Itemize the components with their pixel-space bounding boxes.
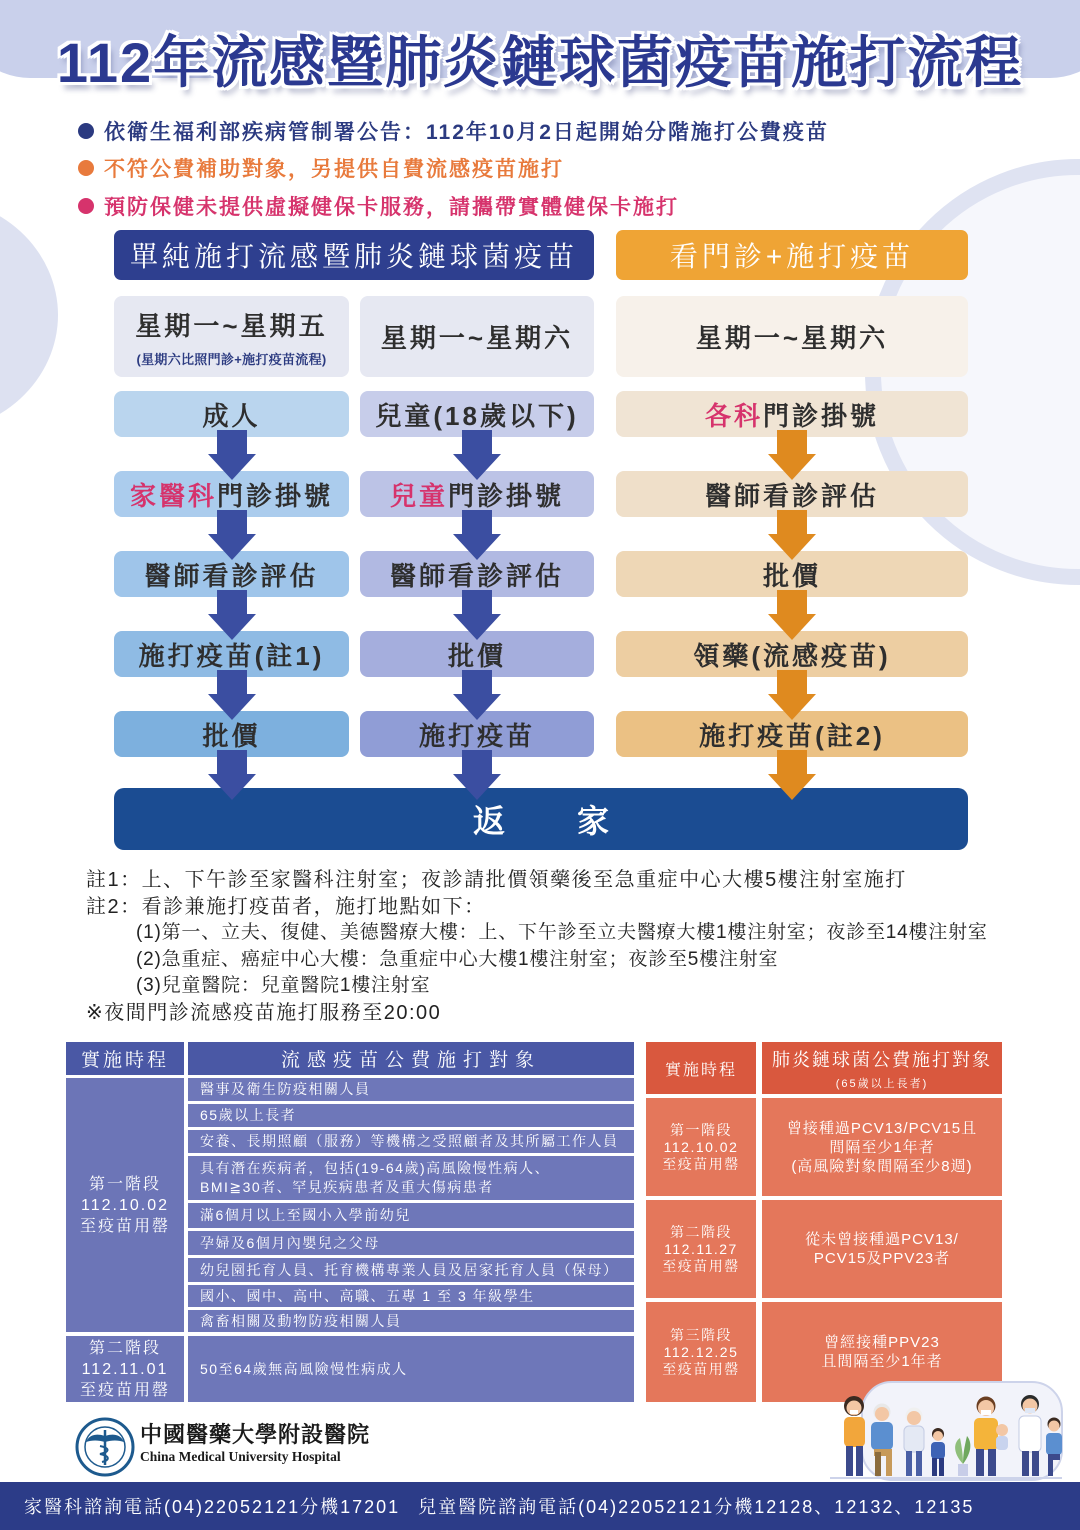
flow-step-doctor-assessment xyxy=(360,551,594,597)
flow-step-vaccinate xyxy=(360,711,594,757)
phase-until: 至疫苗用罄 xyxy=(662,1360,740,1377)
step-label: 施打疫苗(註1) xyxy=(138,640,325,671)
days-note: (星期六比照門診+施打疫苗流程) xyxy=(136,351,327,367)
pneumo-phase-2 xyxy=(646,1200,756,1298)
phase-date: 112.11.01 xyxy=(81,1360,169,1378)
bullet-self-paid xyxy=(78,154,564,182)
flu-target-row: 50至64歲無高風險慢性病成人 xyxy=(188,1336,634,1402)
arrow-down-icon xyxy=(768,590,816,640)
step-label: 批價 xyxy=(202,720,261,751)
step-label: 施打疫苗 xyxy=(418,720,535,751)
step-label: 批價 xyxy=(762,560,821,591)
flow-step-child-registration xyxy=(360,471,594,517)
arrow-down-icon xyxy=(453,510,501,560)
pneumo-target: 曾經接種PPV23 且間隔至少1年者 xyxy=(762,1302,1002,1402)
vaccination-crowd-illustration xyxy=(822,1372,1066,1482)
step-label: 成人 xyxy=(202,400,261,431)
phase-until: 至疫苗用罄 xyxy=(79,1217,170,1235)
arrow-down-icon xyxy=(768,430,816,480)
step-highlight: 兒童 xyxy=(389,480,448,511)
days-label: 星期一~星期六 xyxy=(380,323,574,353)
flow-step-doctor-assessment xyxy=(114,551,349,597)
arrow-down-icon xyxy=(208,510,256,560)
days-adult xyxy=(114,296,349,377)
pneumo-target: 從未曾接種過PCV13/ PCV15及PPV23者 xyxy=(762,1200,1002,1298)
flow-step-payment xyxy=(114,711,349,757)
arrow-down-icon xyxy=(453,590,501,640)
step-label: 醫師看診評估 xyxy=(704,480,879,511)
step-label: 醫師看診評估 xyxy=(389,560,564,591)
flow-step-vaccinate xyxy=(114,631,349,677)
arrow-down-icon xyxy=(208,670,256,720)
phase-label: 第一階段 xyxy=(670,1121,732,1138)
flow-step-vaccinate xyxy=(616,711,968,757)
days-label: 星期一~星期六 xyxy=(695,323,889,353)
pneumo-target: 曾接種過PCV13/PCV15且 間隔至少1年者 (高風險對象間隔至少8週) xyxy=(762,1098,1002,1196)
page-title: 112年流感暨肺炎鏈球菌疫苗施打流程 xyxy=(56,31,1024,94)
pneumo-header-note: (65歲以上長者) xyxy=(835,1077,929,1090)
phase-until: 至疫苗用罄 xyxy=(79,1381,170,1399)
arrow-down-icon xyxy=(453,750,501,800)
flu-target-row: 安養、長期照顧（服務）等機構之受照顧者及其所屬工作人員 xyxy=(188,1130,634,1153)
return-home-label: 返 家 xyxy=(472,803,629,839)
bullet-text: 預防保健未提供虛擬健保卡服務，請攜帶實體健保卡施打 xyxy=(104,196,679,219)
phase-date: 112.11.27 xyxy=(664,1240,738,1257)
phase-date: 112.10.02 xyxy=(81,1196,169,1214)
phase-until: 至疫苗用罄 xyxy=(662,1155,740,1172)
phase-date: 112.10.02 xyxy=(663,1138,739,1155)
flu-target-row: 國小、國中、高中、高職、五專 1 至 3 年級學生 xyxy=(188,1285,634,1307)
arrow-down-icon xyxy=(768,670,816,720)
note-2-location-3: (3)兒童醫院：兒童醫院1樓注射室 xyxy=(136,975,431,996)
hospital-name-zh: 中國醫藥大學附設醫院 xyxy=(140,1422,371,1447)
step-label: 批價 xyxy=(447,640,506,671)
children-hospital-phone: 兒童醫院諮詢電話(04)22052121分機12128、12132、12135 xyxy=(418,1497,975,1517)
arrow-down-icon xyxy=(208,750,256,800)
step-label: 兒童(18歲以下) xyxy=(375,400,579,431)
step-label: 領藥(流感疫苗) xyxy=(693,640,891,671)
family-medicine-phone: 家醫科諮詢電話(04)22052121分機17201 xyxy=(24,1497,401,1517)
clinic-vaccination-header: 看門診+施打疫苗 xyxy=(616,230,968,280)
notes xyxy=(86,867,988,1026)
bullet-announcement xyxy=(78,117,829,145)
arrow-down-icon xyxy=(453,430,501,480)
step-label: 門診掛號 xyxy=(763,400,880,431)
phase-label: 第二階段 xyxy=(670,1223,732,1240)
flow-step-payment xyxy=(360,631,594,677)
arrow-down-icon xyxy=(768,510,816,560)
flow-step-adult xyxy=(114,391,349,437)
person-woman-icon xyxy=(844,1396,865,1476)
bullet-dot-blue xyxy=(78,123,94,139)
flow-step-pharmacy xyxy=(616,631,968,677)
pneumo-phase-1 xyxy=(646,1098,756,1196)
flu-target-row: 滿6個月以上至國小入學前幼兒 xyxy=(188,1203,634,1228)
flow-step-any-registration xyxy=(616,391,968,437)
arrow-down-icon xyxy=(453,670,501,720)
arrow-down-icon xyxy=(768,750,816,800)
phase-until: 至疫苗用罄 xyxy=(662,1257,740,1274)
pneumo-header-schedule: 實施時程 xyxy=(646,1042,756,1094)
flow-step-child xyxy=(360,391,594,437)
hospital-emblem-icon xyxy=(74,1416,136,1478)
days-child xyxy=(360,296,594,377)
flu-phase-1 xyxy=(66,1078,184,1332)
arrow-down-icon xyxy=(208,430,256,480)
bullet-dot-orange xyxy=(78,160,94,176)
bullet-dot-pink xyxy=(78,198,94,214)
flu-target-row: 孕婦及6個月內嬰兒之父母 xyxy=(188,1231,634,1255)
step-label: 門診掛號 xyxy=(217,480,334,511)
phase-date: 112.12.25 xyxy=(663,1343,739,1360)
step-label: 醫師看診評估 xyxy=(144,560,319,591)
flu-header-target: 流感疫苗公費施打對象 xyxy=(188,1042,634,1075)
flu-target-row: 具有潛在疾病者，包括(19-64歲)高風險慢性病人、 BMI≧30者、罕見疾病患者及重大傷病患者 xyxy=(188,1156,634,1200)
left-blob xyxy=(0,197,58,433)
pneumo-header-title: 肺炎鏈球菌公費施打對象 xyxy=(772,1049,992,1070)
flow-step-payment xyxy=(616,551,968,597)
step-label: 門診掛號 xyxy=(448,480,565,511)
arrow-down-icon xyxy=(208,590,256,640)
phase-label: 第三階段 xyxy=(670,1326,732,1343)
hospital-name-en: China Medical University Hospital xyxy=(140,1449,341,1464)
night-service-note: ※夜間門診流感疫苗施打服務至20:00 xyxy=(86,1001,442,1024)
flu-target-row: 65歲以上長者 xyxy=(188,1104,634,1127)
pneumo-phase-3 xyxy=(646,1302,756,1402)
bullet-text: 依衛生福利部疾病管制署公告：112年10月2日起開始分階施打公費疫苗 xyxy=(104,121,829,144)
footer-contact xyxy=(0,1482,1080,1530)
flu-phase-2 xyxy=(66,1336,184,1402)
note-2: 註2：看診兼施打疫苗者，施打地點如下： xyxy=(86,895,486,918)
note-2-location-2: (2)急重症、癌症中心大樓：急重症中心大樓1樓注射室；夜診至5樓注射室 xyxy=(136,948,779,970)
flu-header-schedule: 實施時程 xyxy=(66,1042,184,1075)
days-clinic xyxy=(616,296,968,377)
bullet-health-card xyxy=(78,192,679,220)
flu-target-row: 幼兒園托育人員、托育機構專業人員及居家托育人員（保母） xyxy=(188,1258,634,1282)
step-highlight: 各科 xyxy=(704,400,763,431)
flu-target-row: 醫事及衛生防疫相關人員 xyxy=(188,1078,634,1101)
simple-vaccination-header: 單純施打流感暨肺炎鏈球菌疫苗 xyxy=(114,230,594,280)
note-1: 註1：上、下午診至家醫科注射室；夜診請批價領藥後至急重症中心大樓5樓注射室施打 xyxy=(86,869,907,891)
phase-label: 第二階段 xyxy=(88,1339,161,1357)
phase-label: 第一階段 xyxy=(88,1175,161,1193)
note-2-location-1: (1)第一、立夫、復健、美德醫療大樓：上、下午診至立夫醫療大樓1樓注射室；夜診至14樓注射室 xyxy=(136,922,988,943)
flow-step-doctor-assessment xyxy=(616,471,968,517)
pneumo-header-target xyxy=(762,1042,1002,1094)
days-label: 星期一~星期五 xyxy=(135,310,328,341)
flow-step-family-registration xyxy=(114,471,349,517)
step-highlight: 家醫科 xyxy=(129,480,217,511)
flu-target-row: 禽畜相關及動物防疫相關人員 xyxy=(188,1310,634,1332)
step-label: 施打疫苗(註2) xyxy=(699,720,885,751)
bullet-text: 不符公費補助對象，另提供自費流感疫苗施打 xyxy=(104,158,564,181)
